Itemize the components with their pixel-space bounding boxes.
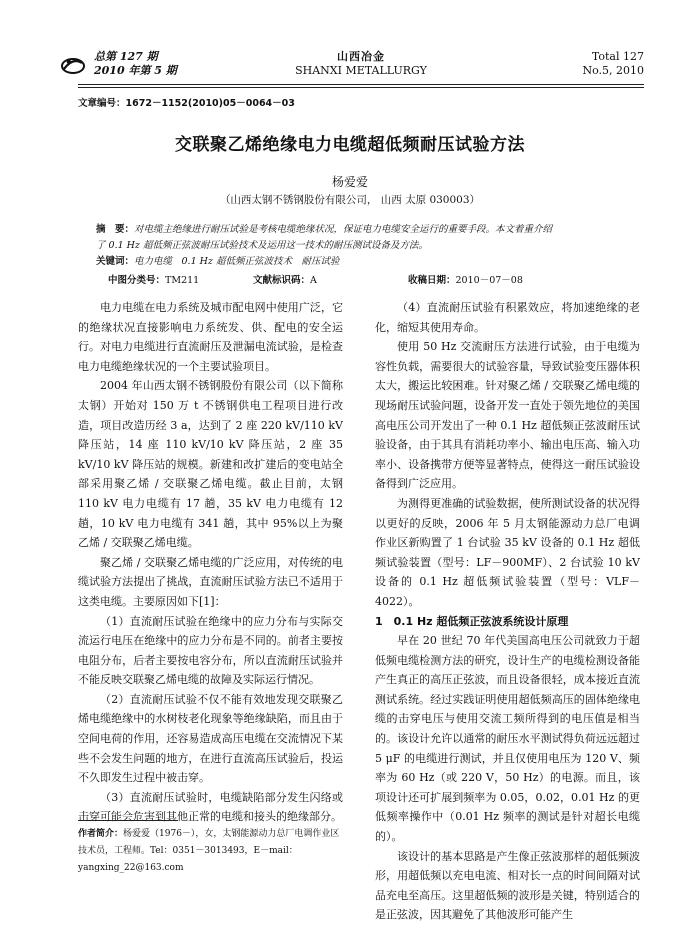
body-paragraph: 该设计的基本思路是产生像正弦波那样的超低频波形，用超低频以充电电流、相对长一点的时间间隔对试品充电至高压。这里超低频的波形是关键，特别适合的是正弦波，因其避免了其他波形可能产生 <box>375 849 640 922</box>
footnote-label: 作者简介： <box>78 829 124 839</box>
body-paragraph: 为测得更准确的试验数据，使所测试设备的状况得以更好的反映，2006 年 5 月太钢能源动力总厂电调作业区新购置了 1 台试验 35 kV 设备的 0.1 Hz 超低频试验装置（型号：LF－900MF）、2 台试验 10 kV 设备的 0.1 Hz 超低频试验装置（型号：VLF－4022）。 <box>375 496 640 608</box>
author-affiliation: （山西太钢不锈钢股份有限公司， 山西 太原 030003） <box>219 194 481 206</box>
body-paragraph: 聚乙烯 / 交联聚乙烯电缆的广泛应用，对传统的电缆试验方法提出了挑战，直流耐压试验方法已不适用于这类电缆。主要原因如下[1]： <box>78 555 343 608</box>
article-number: 文章编号：1672－1152(2010)05－0064－03 <box>78 98 295 109</box>
body-column-left <box>78 298 343 827</box>
footnote-text: 杨爱爱（1976－），女，太钢能源动力总厂电调作业区技术员，工程师。Tel：0351－3013493，E－mail：yangxing_22@163.com <box>78 829 340 873</box>
header-rule-thin <box>78 87 644 88</box>
body-paragraph: 使用 50 Hz 交流耐压方法进行试验，由于电缆为容性负载，需要很大的试验容量，导致试验变压器体积太大，搬运比较困难。针对聚乙烯 / 交联聚乙烯电缆的现场耐压试验问题，设备开发一直处于领先地位的美国高电压公司开发出了一种 0.1 Hz 超低频正弦波耐压试验设备，由于其具有消耗功率小、输出电压高、输入功率小、设备携带方便等显著特点，使得这一耐压试验设备得到广泛应用。 <box>375 340 640 491</box>
body-paragraph: 电力电缆在电力系统及城市配电网中使用广泛，它的绝缘状况直接影响电力系统发、供、配电的安全运行。对电力电缆进行直流耐压及泄漏电流试验，是检查电力电缆绝缘状况的一个主要试验项目。 <box>78 301 343 373</box>
classification-line <box>108 272 626 286</box>
keywords: 电力电缆 0.1 Hz 超低频正弦波技术 耐压试验 <box>134 256 340 267</box>
abstract-line-2: 了 0.1 Hz 超低频正弦波耐压试验技术及运用这一技术的耐压测试设备及方法。 <box>96 240 428 251</box>
keywords-label: 关键词： <box>96 256 135 267</box>
abstract-line-1: 对电缆主绝缘进行耐压试验是考核电缆绝缘状况，保证电力电缆安全运行的重要手段。本文着重介绍 <box>134 224 553 235</box>
body-paragraph: （1）直流耐压试验在绝缘中的应力分布与实际交流运行电压在绝缘中的应力分布是不同的。前者主要按电阻分布，后者主要按电容分布，所以直流耐压试验并不能反映交联聚乙烯电缆的故障及实际运行情况。 <box>78 614 343 687</box>
abstract <box>96 222 626 270</box>
body-paragraph: （2）直流耐压试验不仅不能有效地发现交联聚乙烯电缆绝缘中的水树枝老化现象等绝缘缺陷，而且由于空间电荷的作用，还容易造成高压电缆在交流情况下某些不会发生问题的地方，在进行直流高压试验后，投运不久即发生过程中被击穿。 <box>78 692 343 785</box>
clc-label: 中图分类号： <box>108 275 166 286</box>
clc-number: TM211 <box>165 275 200 286</box>
body-paragraph: （4）直流耐压试验有积累效应，将加速绝缘的老化，缩短其使用寿命。 <box>375 301 640 334</box>
author-name: 杨爱爱 <box>331 175 368 189</box>
body-column-right <box>375 298 640 925</box>
body-paragraph: 早在 20 世纪 70 年代美国高电压公司就致力于超低频电缆检测方法的研究，设计生产的电缆检测设备能产生真正的高压正弦波，而且设备很轻，成本接近直流测试系统。经过实践证明使用超低频高压的固体绝缘电缆的击穿电压与使用交流工频所得到的电压值是相当的。该设计允许以通常的耐压水平测试得负荷远远超过 5 μF 的电缆进行测试，并且仅使用电压为 120 V、频率为 60 Hz（或 220 V，50 Hz）的电源。而且，该项设计还可扩展到频率为 0.05，0.02，0.01 Hz 的更低频率操作中（0.01 Hz 频率的测试是针对超长电缆的）。 <box>375 634 640 844</box>
journal-name-en: SHANXI METALLURGY <box>295 64 427 77</box>
header-year-issue: 2010 年第 5 期 <box>94 64 177 77</box>
journal-name-cn: 山西冶金 <box>337 50 385 63</box>
body-paragraph: （3）直流耐压试验时，电缆缺陷部分发生闪络或击穿可能会危害到其他正常的电缆和接头的绝缘部分。 <box>78 790 343 824</box>
header-rule <box>78 84 644 85</box>
header-total-issue: 总第 127 期 <box>94 50 158 63</box>
received-date-label: 收稿日期： <box>408 275 456 286</box>
body-paragraph: 2004 年山西太钢不锈钢股份有限公司（以下简称太钢）开始对 150 万 t 不锈钢供电工程项目进行改造，项目改造历经 3 a，达到了 2 座 220 kV/110 kV 降压站，14 座 110 kV/10 kV 降压站，2 座 35 kV/10 kV 降压站的规模。新建和改扩建后的变电站全部采用聚乙烯 / 交联聚乙烯电缆。截止目前，太钢 110 kV 电力电缆有 17 趟，35 kV 电力电缆有 12 趟，10 kV 电力电缆有 341 趟，其中 95%以上为聚乙烯 / 交联聚乙烯电缆。 <box>78 379 343 550</box>
paper-title: 交联聚乙烯绝缘电力电缆超低频耐压试验方法 <box>175 135 525 155</box>
section-heading: 1 0.1 Hz 超低频正弦波系统设计原理 <box>375 614 569 628</box>
author-footnote <box>78 826 343 877</box>
abstract-label: 摘 要： <box>96 224 135 235</box>
doc-code-label: 文献标识码： <box>253 275 311 286</box>
footnote-rule <box>78 820 178 821</box>
header-no-en: No.5, 2010 <box>582 64 644 77</box>
running-header <box>78 48 644 84</box>
doc-code: A <box>310 275 317 286</box>
received-date: 2010－07－08 <box>455 275 523 286</box>
header-issue-en <box>582 50 644 78</box>
header-total-en: Total 127 <box>591 50 644 63</box>
header-journal-name <box>78 50 644 78</box>
